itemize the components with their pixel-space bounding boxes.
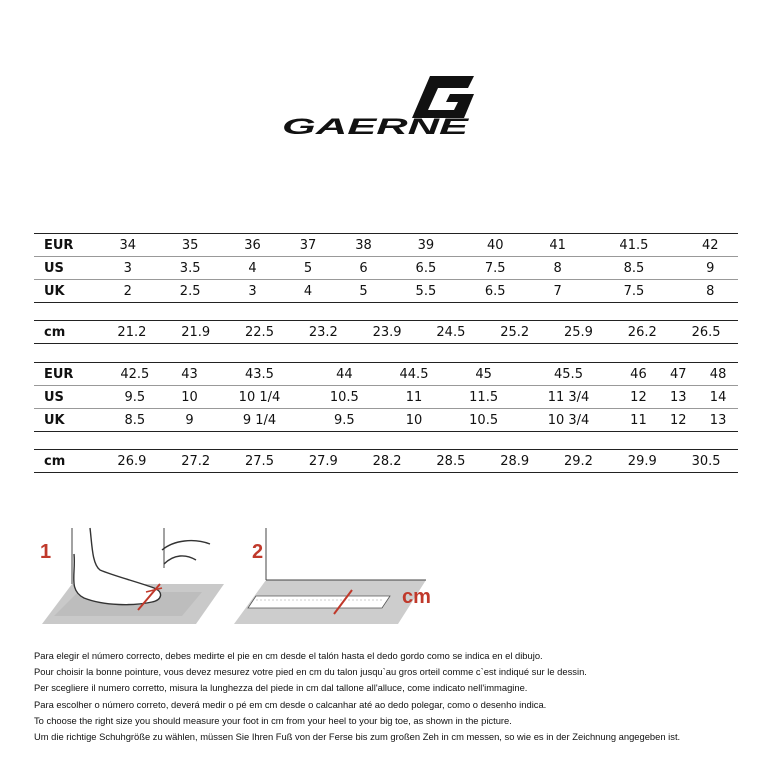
size-cell: 27.2 [164, 450, 228, 473]
size-cell: 9 [682, 257, 738, 280]
row-label: cm [34, 321, 100, 344]
size-cell: 4 [280, 280, 335, 303]
size-cell: 8 [530, 257, 585, 280]
size-cell: 46 [619, 363, 659, 386]
size-cell: 3 [225, 280, 280, 303]
brand-wordmark: GAERNE [282, 114, 471, 138]
size-cell: 9 [170, 409, 210, 432]
size-cell: 42.5 [100, 363, 170, 386]
size-cell: 3.5 [155, 257, 224, 280]
size-cell: 6.5 [461, 280, 530, 303]
size-cell: 38 [336, 234, 391, 257]
size-cell: 39 [391, 234, 460, 257]
instruction-it: Per scegliere il numero corretto, misura la lunghezza del piede in cm dal tallone all'alluce, come indicato nell'immagine. [34, 682, 528, 694]
size-row-uk [34, 409, 738, 432]
size-cell: 6 [336, 257, 391, 280]
row-label: UK [34, 280, 100, 303]
size-cell: 48 [698, 363, 738, 386]
step-1-number: 1 [40, 541, 52, 563]
size-row-uk [34, 280, 738, 303]
size-cell: 10 1/4 [209, 386, 309, 409]
size-cell: 29.2 [547, 450, 611, 473]
size-cell: 44 [310, 363, 380, 386]
size-cell: 27.9 [291, 450, 355, 473]
size-cell: 5 [336, 280, 391, 303]
size-cell: 26.5 [674, 321, 738, 344]
unit-cm-label: cm [402, 586, 431, 608]
size-cell: 9.5 [310, 409, 380, 432]
size-cell: 9 1/4 [209, 409, 309, 432]
size-cell: 7.5 [461, 257, 530, 280]
size-table-block1-cm [34, 320, 738, 344]
size-cell: 35 [155, 234, 224, 257]
size-cell: 21.9 [164, 321, 228, 344]
size-cell: 6.5 [391, 257, 460, 280]
size-cell: 25.2 [483, 321, 547, 344]
row-label: cm [34, 450, 100, 473]
size-row-eur [34, 234, 738, 257]
size-cell: 45.5 [518, 363, 618, 386]
size-cell: 5 [280, 257, 335, 280]
size-table-block1-conversions [34, 233, 738, 303]
size-cell: 34 [100, 234, 155, 257]
size-cell: 36 [225, 234, 280, 257]
size-cell: 3 [100, 257, 155, 280]
size-cell: 28.2 [355, 450, 419, 473]
size-cell: 43.5 [209, 363, 309, 386]
size-cell: 8.5 [585, 257, 682, 280]
instruction-pt: Para escolher o número correto, deverá medir o pé em cm desde o calcanhar até ao dedo polegar, como o desenho indica. [34, 698, 547, 710]
size-cell: 42 [682, 234, 738, 257]
size-cell: 29.9 [610, 450, 674, 473]
size-cell: 4 [225, 257, 280, 280]
row-label: EUR [34, 234, 100, 257]
size-cell: 21.2 [100, 321, 164, 344]
size-cell: 26.2 [610, 321, 674, 344]
size-cell: 26.9 [100, 450, 164, 473]
size-cell: 13 [698, 409, 738, 432]
size-row-us [34, 257, 738, 280]
gaerne-logo [278, 74, 474, 138]
size-cell: 8.5 [100, 409, 170, 432]
size-cell: 7.5 [585, 280, 682, 303]
size-cell: 28.5 [419, 450, 483, 473]
size-cell: 10.5 [310, 386, 380, 409]
size-cell: 10.5 [449, 409, 519, 432]
size-row-eur [34, 363, 738, 386]
instructions [34, 648, 754, 745]
row-label: EUR [34, 363, 100, 386]
size-cell: 11 [619, 409, 659, 432]
size-cell: 14 [698, 386, 738, 409]
size-cell: 22.5 [228, 321, 292, 344]
size-cell: 2.5 [155, 280, 224, 303]
size-cell: 7 [530, 280, 585, 303]
size-cell: 5.5 [391, 280, 460, 303]
size-cell: 11 [379, 386, 449, 409]
size-cell: 11.5 [449, 386, 519, 409]
size-table-block2-conversions [34, 362, 738, 432]
row-label: US [34, 257, 100, 280]
size-cell: 10 3/4 [518, 409, 618, 432]
size-cell: 23.9 [355, 321, 419, 344]
size-cell: 10 [379, 409, 449, 432]
instruction-es: Para elegir el número correcto, debes medirte el pie en cm desde el talón hasta el dedo gordo como se indica en el dibujo. [34, 650, 543, 661]
size-cell: 41.5 [585, 234, 682, 257]
size-cell: 10 [170, 386, 210, 409]
size-cell: 45 [449, 363, 519, 386]
size-cell: 24.5 [419, 321, 483, 344]
size-cell: 12 [619, 386, 659, 409]
size-cell: 47 [658, 363, 698, 386]
size-cell: 8 [682, 280, 738, 303]
size-cell: 28.9 [483, 450, 547, 473]
size-cell: 27.5 [228, 450, 292, 473]
size-cell: 9.5 [100, 386, 170, 409]
size-cell: 37 [280, 234, 335, 257]
size-cell: 25.9 [547, 321, 611, 344]
size-cell: 11 3/4 [518, 386, 618, 409]
size-table-block2-cm [34, 449, 738, 473]
size-cell: 13 [658, 386, 698, 409]
size-cell: 44.5 [379, 363, 449, 386]
size-row-cm [34, 321, 738, 344]
instruction-en: To choose the right size you should measure your foot in cm from your heel to your big toe, as shown in the picture. [34, 714, 512, 726]
row-label: US [34, 386, 100, 409]
size-cell: 2 [100, 280, 155, 303]
row-label: UK [34, 409, 100, 432]
size-cell: 30.5 [674, 450, 738, 473]
size-cell: 41 [530, 234, 585, 257]
size-cell: 23.2 [291, 321, 355, 344]
instruction-de: Um die richtige Schuhgröße zu wählen, müssen Sie Ihren Fuß von der Ferse bis zum großen Zeh in cm messen, so wie es in der Zeichnung angegeben ist. [34, 731, 681, 743]
size-cell: 43 [170, 363, 210, 386]
size-cell: 40 [461, 234, 530, 257]
size-cell: 12 [658, 409, 698, 432]
instruction-fr: Pour choisir la bonne pointure, vous devez mesurez votre pied en cm du talon jusqu`au gros orteil comme c`est indiqué sur le dessin. [34, 666, 587, 678]
foot-measure-illustration [34, 524, 454, 636]
step-2-number: 2 [252, 541, 264, 563]
size-row-cm [34, 450, 738, 473]
size-row-us [34, 386, 738, 409]
